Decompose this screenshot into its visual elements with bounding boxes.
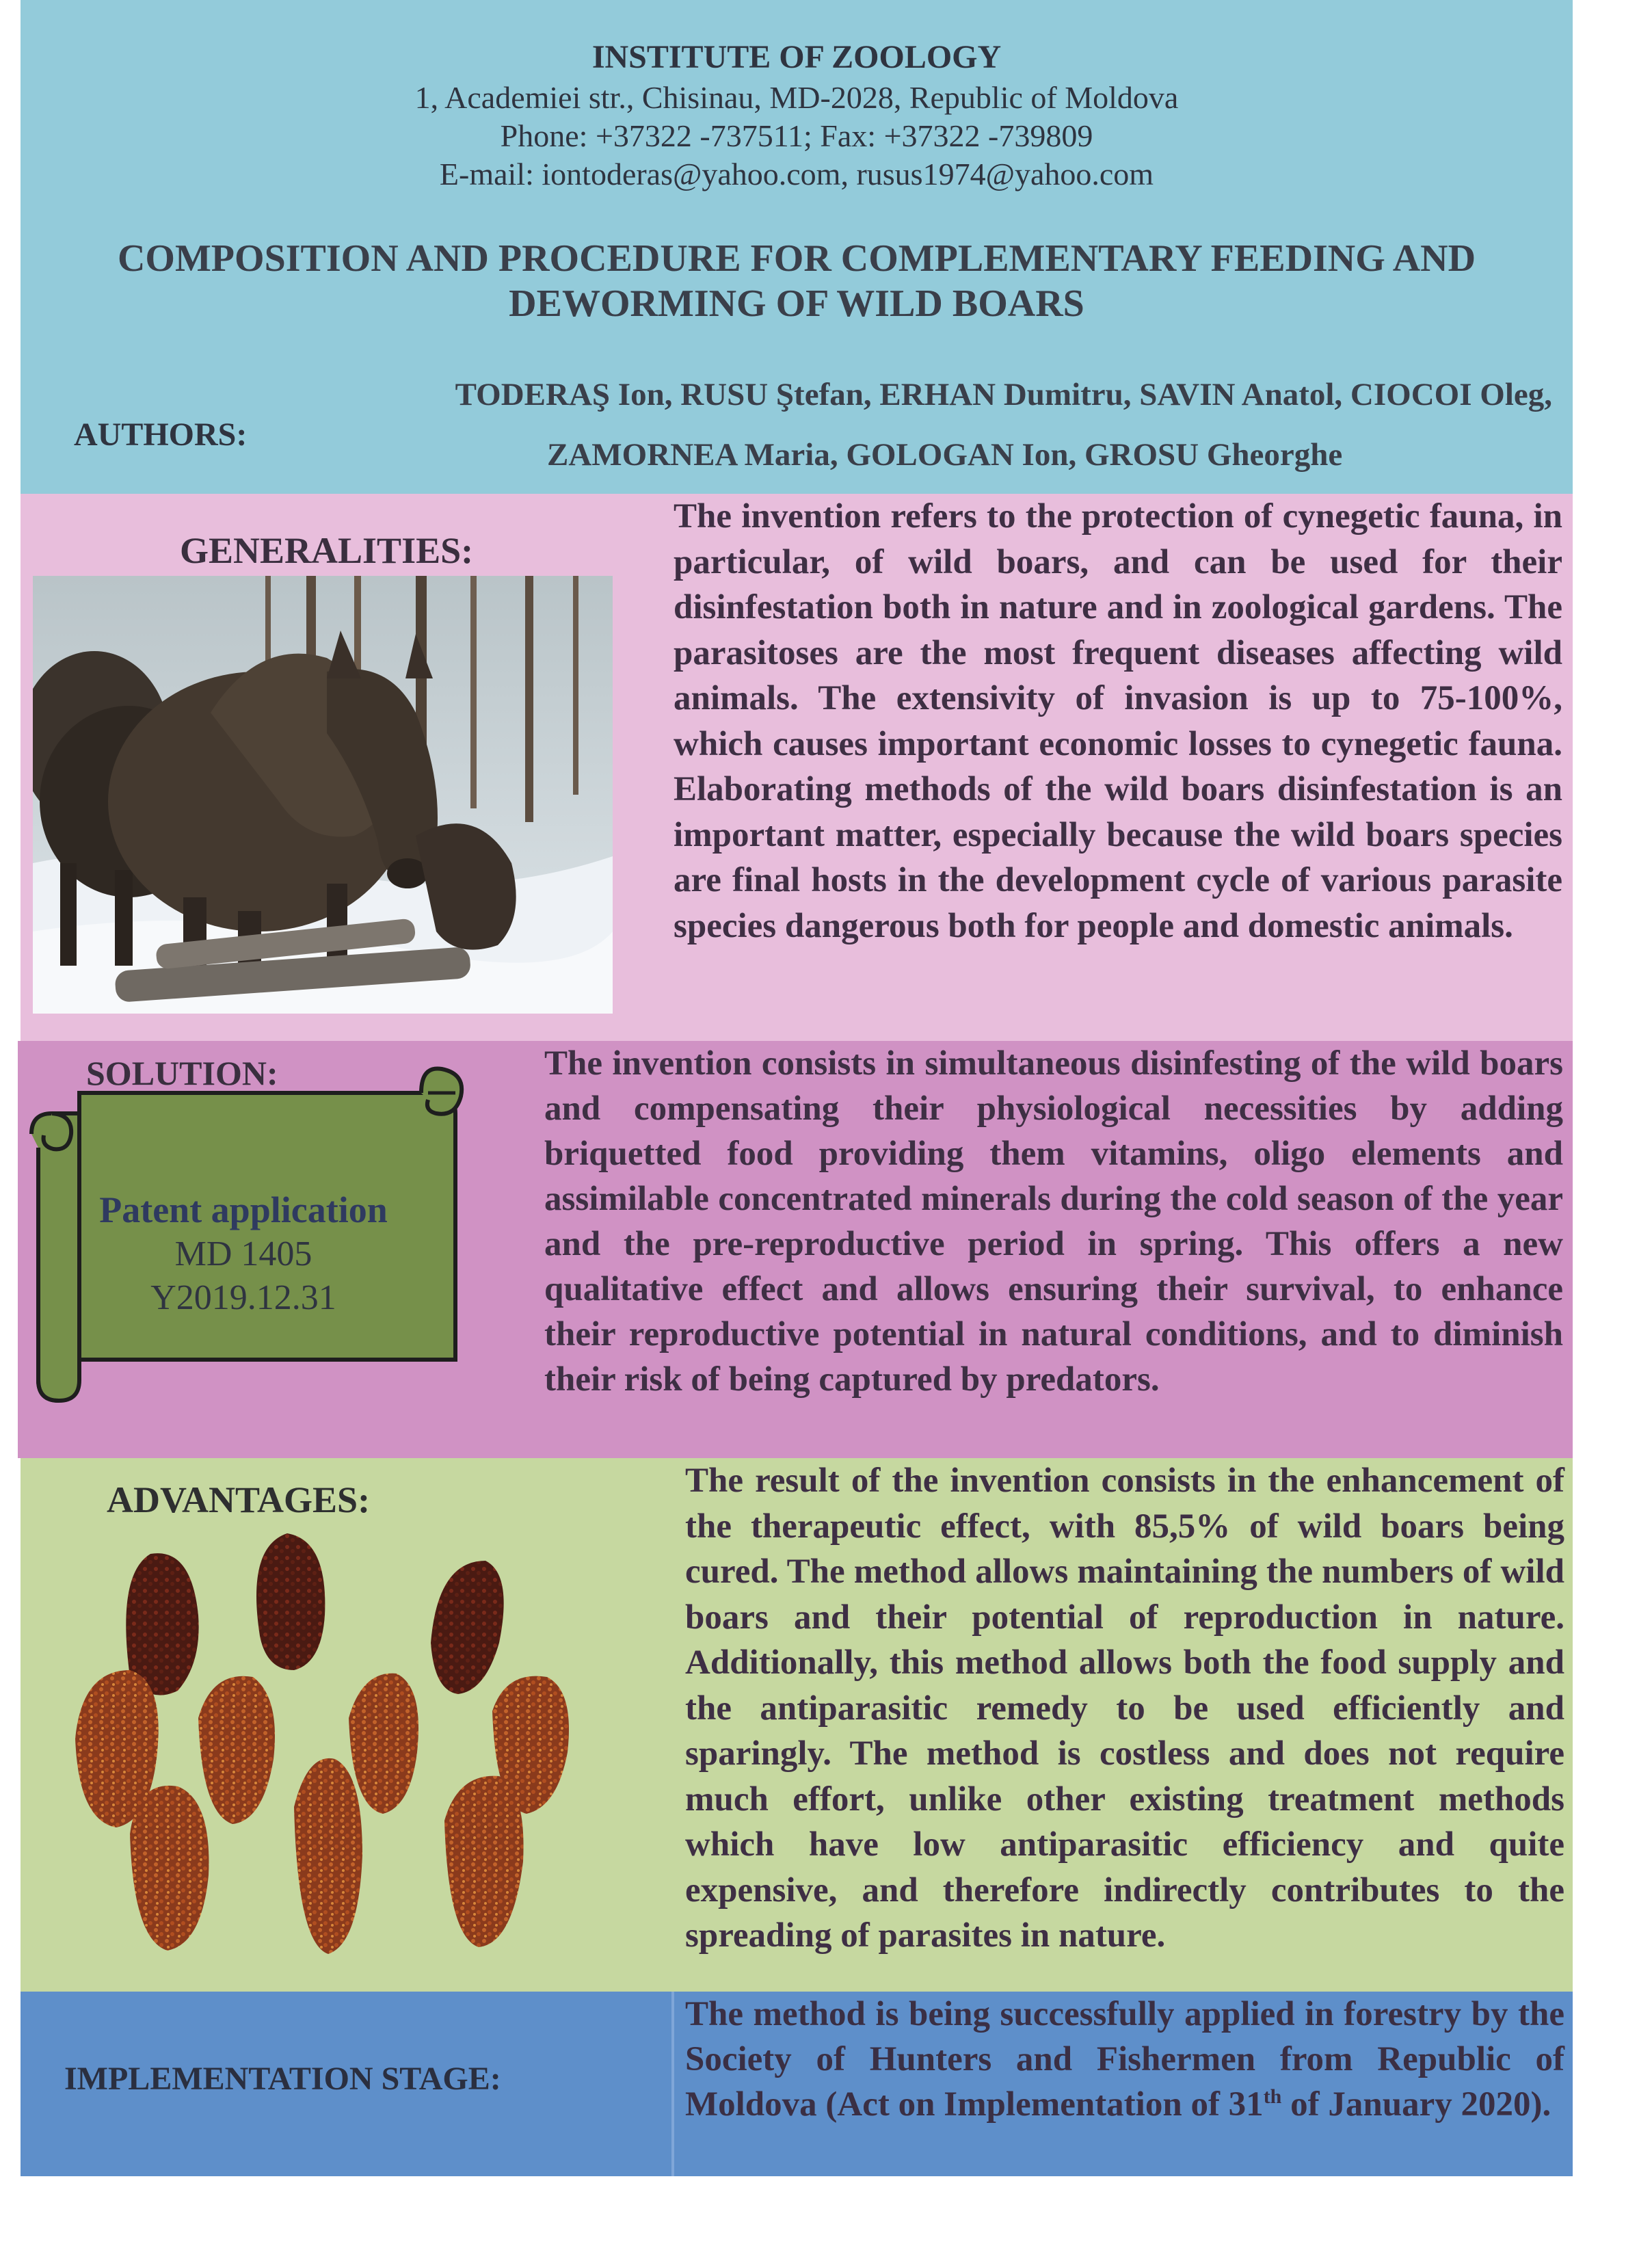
patent-date: Y2019.12.31 — [150, 1278, 336, 1317]
implementation-section — [21, 1992, 1573, 2176]
implementation-text-end: of January 2020). — [1281, 2085, 1551, 2124]
patent-number: MD 1405 — [174, 1234, 312, 1273]
header-section — [21, 0, 1573, 494]
implementation-label: IMPLEMENTATION STAGE: — [64, 2061, 501, 2097]
generalities-section — [21, 494, 1573, 1041]
wild-boars-photo — [33, 576, 613, 1014]
generalities-text: The invention refers to the protection of cynegetic fauna, in particular, of wild boars, and can be used for their disinfestation both in nature and in zoological gardens. The parasitoses are the most frequent diseases affecting wild animals. The extensivity of invasion is up to 75-100%, which causes important economic losses to cynegetic fauna. Elaborating methods of the wild boars disinfestation is an important matter, especially because the wild boars species are final hosts in the development cycle of various parasite species dangerous both for people and domestic animals. — [674, 497, 1562, 945]
authors-line-1: TODERAŞ Ion, RUSU Ştefan, ERHAN Dumitru, SAVIN Anatol, CIOCOI Oleg, — [455, 377, 1552, 412]
authors-label: AUTHORS: — [74, 417, 248, 453]
implementation-superscript: th — [1263, 2085, 1282, 2108]
generalities-label: GENERALITIES: — [180, 530, 474, 571]
institute-address: 1, Academiei str., Chisinau, MD-2028, Republic of Moldova — [414, 80, 1179, 115]
institute-name: INSTITUTE OF ZOOLOGY — [591, 39, 1002, 75]
advantages-text: The result of the invention consists in the enhancement of the therapeutic effect, with 85,5% of wild boars being cured. The method allows maintaining the numbers of wild boars and their potential of reproduction in nature. Additionally, this method allows both the food supply and the antiparasitic remedy to be used efficiently and sparingly. The method is costless and does not require much effort, unlike other existing treatment methods which have low antiparasitic efficiency and quite expensive, and therefore indirectly contributes to the spreading of parasites in nature. — [685, 1462, 1564, 1955]
solution-section — [18, 1041, 1573, 1458]
advantages-section — [21, 1458, 1573, 1992]
implementation-text-main: The method is being successfully applied in forestry by the Society of Hunters and Fishermen from Republic of Moldova (Act on Implementation of 31 — [685, 1995, 1564, 2124]
patent-application-title: Patent application — [99, 1189, 388, 1230]
institute-phone: Phone: +37322 -737511; Fax: +37322 -739809 — [500, 118, 1093, 153]
institute-email: E-mail: iontoderas@yahoo.com, rusus1974@yahoo.com — [439, 157, 1154, 191]
solution-text: The invention consists in simultaneous disinfesting of the wild boars and compensating their physiological necessities by adding briquetted food providing them vitamins, oligo elements and assimilable concentrated minerals during the cold season of the year and the pre-reproductive period in spring. This offers a new qualitative effect and allows ensuring their survival, to enhance their reproductive potential in natural conditions, and to diminish their risk of being captured by predators. — [544, 1044, 1563, 1399]
patent-scroll-banner — [18, 1066, 483, 1408]
solution-label: SOLUTION: — [86, 1054, 278, 1092]
authors-line-2: ZAMORNEA Maria, GOLOGAN Ion, GROSU Gheorghe — [547, 437, 1343, 473]
implementation-text — [685, 1992, 1564, 2127]
implementation-divider — [671, 1992, 674, 2176]
briquetted-food-photo — [55, 1533, 615, 1985]
poster-title: COMPOSITION AND PROCEDURE FOR COMPLEMENTARY FEEDING AND DEWORMING OF WILD BOARS — [117, 237, 1476, 325]
advantages-label: ADVANTAGES: — [107, 1479, 371, 1520]
